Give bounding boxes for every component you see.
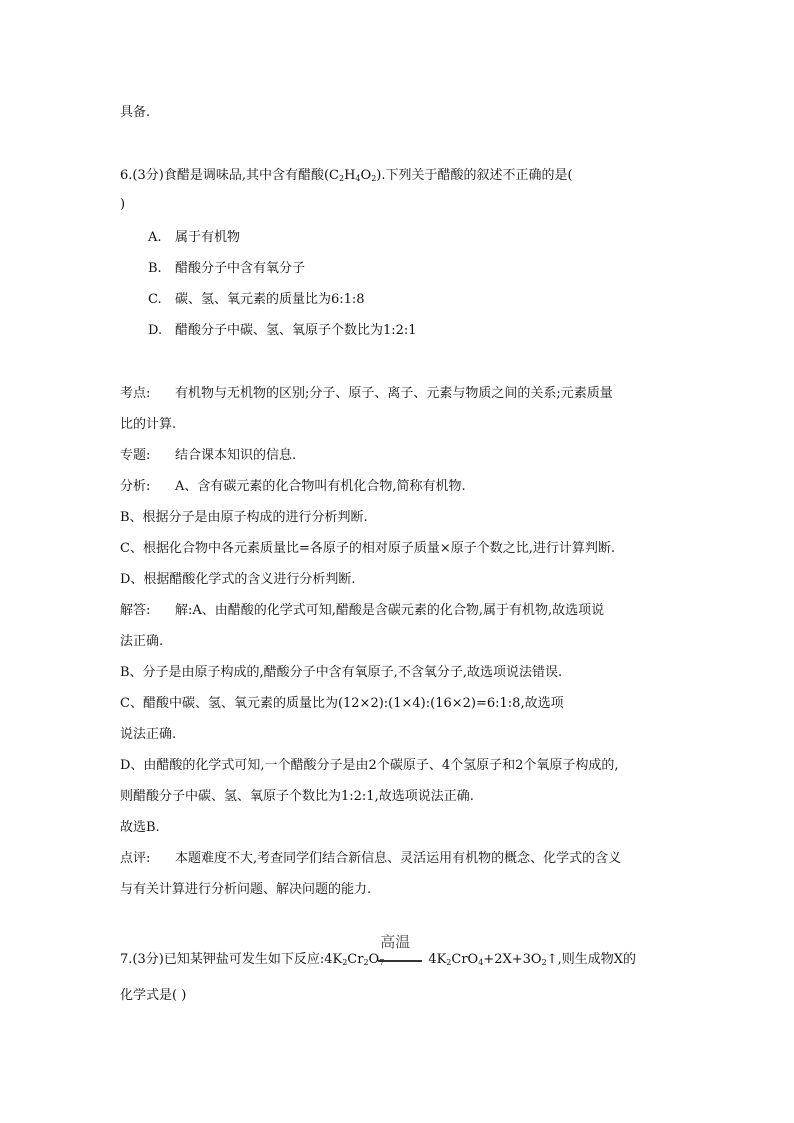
option-letter: A. [148,230,162,245]
formula-subscript: 4 [355,174,361,183]
fenxi-line-3: C、根据化合物中各元素质量比=各原子的相对原子质量×原子个数之比,进行计算判断. [120,541,615,556]
fenxi-line-2: B、根据分子是由原子构成的进行分析判断. [120,510,368,525]
jieda-line-8: 故选B. [120,820,160,835]
jieda-text: 解:A、由醋酸的化学式可知,醋酸是含碳元素的化合物,属于有机物,故选项说 [175,603,605,618]
formula-part: +2X+3O [483,952,542,967]
zhuanti-label: 专题: [120,448,151,463]
dianping-line-2: 与有关计算进行分析问题、解决问题的能力. [120,882,372,897]
formula-part: 4K [324,952,343,967]
formula-part: 4K [428,952,447,967]
formula-subscript: 2 [446,958,452,967]
formula-subscript: 2 [371,174,377,183]
q7-suffix: ,则生成物X的 [557,952,636,967]
jieda-line-2: 法正确. [120,634,164,649]
jieda-line-4: C、醋酸中碳、氢、氧元素的质量比为(12×2):(1×4):(16×2)=6:1:8,故选项 [120,696,564,711]
option-a [148,229,240,247]
q7-prefix: 7.(3分)已知某钾盐可发生如下反应: [120,952,325,967]
fenxi-line [120,478,466,496]
previous-answer-tail: 具备. [120,105,151,120]
kaodian-line [120,385,613,403]
q6-stem-part: ).下列关于醋酸的叙述不正确的是( [376,168,573,183]
formula-part: Cr [347,952,364,967]
fenxi-label: 分析: [120,479,151,494]
option-text: 碳、氢、氧元素的质量比为6:1:8 [175,292,365,307]
kaodian-line-2: 比的计算. [120,417,177,432]
formula-subscript: 2 [342,958,348,967]
jieda-line-3: B、分子是由原子构成的,醋酸分子中含有氧原子,不含氧分子,故选项说法错误. [120,665,563,680]
zhuanti-line [120,447,296,465]
formula-subscript: 2 [363,958,369,967]
q6-stem-part: 6.(3分)食醋是调味品,其中含有醋酸(C [120,168,339,183]
kaodian-label: 考点: [120,386,151,401]
dianping-line [120,850,621,868]
option-text: 属于有机物 [175,230,241,245]
jieda-line-6: D、由醋酸的化学式可知,一个醋酸分子是由2个碳原子、4个氢原子和2个氧原子构成的, [120,758,619,773]
fenxi-text: A、含有碳元素的化合物叫有机化合物,简称有机物. [175,479,466,494]
dianping-label: 点评: [120,851,151,866]
jieda-line-5: 说法正确. [120,727,177,742]
option-c [148,291,365,309]
q6-stem-part: O [360,168,372,183]
formula-subscript: 2 [338,174,345,183]
formula-part: O [368,952,380,967]
kaodian-text: 有机物与无机物的区别;分子、原子、离子、元素与物质之间的关系;元素质量 [175,386,613,401]
formula-subscript: 2 [541,958,547,967]
option-text: 醋酸分子中含有氧分子 [175,261,306,276]
question-7-line-2: 化学式是( ) [120,988,187,1003]
chemical-equation [324,933,558,969]
formula-subscript: 7 [379,958,385,967]
option-letter: D. [148,323,163,338]
jieda-label: 解答: [120,603,151,618]
jieda-line-7: 则醋酸分子中碳、氢、氧原子个数比为1:2:1,故选项说法正确. [120,789,474,804]
zhuanti-text: 结合课本知识的信息. [175,448,297,463]
option-b [148,260,305,278]
option-d [148,322,417,340]
gas-arrow-icon: ↑ [546,952,558,967]
option-letter: B. [148,261,162,276]
formula-part: CrO [451,952,479,967]
option-text: 醋酸分子中碳、氢、氧原子个数比为1:2:1 [175,323,417,338]
q6-stem-part: H [344,168,356,183]
reaction-condition: 高温 [380,933,411,951]
question-7-stem [120,933,636,969]
fenxi-line-4: D、根据醋酸化学式的含义进行分析判断. [120,572,356,587]
question-6-stem-close: ) [120,197,126,212]
question-6-stem [120,167,573,185]
dianping-text: 本题难度不大,考查同学们结合新信息、灵活运用有机物的概念、化学式的含义 [175,851,622,866]
reaction-equals-bar [378,960,422,962]
jieda-line [120,602,604,620]
formula-subscript: 4 [478,958,484,967]
option-letter: C. [148,292,162,307]
